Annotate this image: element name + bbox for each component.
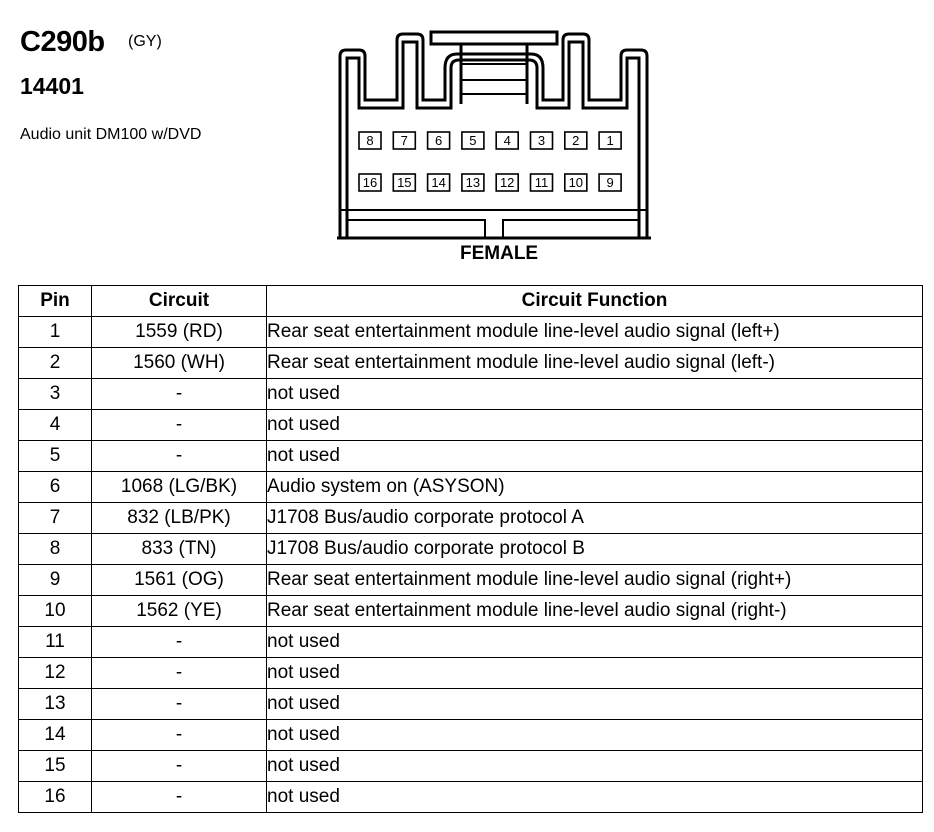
- table-row: [19, 379, 923, 410]
- pin-cavity-number: 15: [397, 175, 412, 190]
- function-cell: Rear seat entertainment module line-level audio signal (left-): [267, 348, 923, 379]
- pin-cavity-number: 16: [362, 175, 378, 190]
- table-row: [19, 441, 923, 472]
- circuit-cell: 832 (LB/PK): [92, 503, 267, 534]
- pin-cavity-number: 1: [606, 133, 614, 148]
- pinout-table: [18, 285, 923, 813]
- connector-code-title: C290b: [20, 26, 105, 58]
- table-row: [19, 782, 923, 813]
- function-cell: Audio system on (ASYSON): [267, 472, 923, 503]
- table-row: [19, 565, 923, 596]
- circuit-column-header: Circuit: [92, 286, 267, 317]
- pin-cell: 10: [19, 596, 92, 627]
- circuit-cell: -: [92, 410, 267, 441]
- pin-cavity-number: 11: [534, 175, 549, 190]
- table-header-row: [19, 286, 923, 317]
- table-row: [19, 472, 923, 503]
- pin-column-header: Pin: [19, 286, 92, 317]
- pin-cell: 4: [19, 410, 92, 441]
- pin-cavity-number: 6: [434, 133, 443, 148]
- pin-cell: 7: [19, 503, 92, 534]
- table-row: [19, 689, 923, 720]
- circuit-cell: 1560 (WH): [92, 348, 267, 379]
- function-cell: Rear seat entertainment module line-level audio signal (left+): [267, 317, 923, 348]
- pin-cavity-number: 4: [503, 133, 511, 148]
- pin-cavity-number: 13: [465, 175, 481, 190]
- function-cell: not used: [267, 627, 923, 658]
- table-row: [19, 348, 923, 379]
- function-cell: J1708 Bus/audio corporate protocol A: [267, 503, 923, 534]
- pin-cell: 9: [19, 565, 92, 596]
- connector-diagram: [335, 28, 653, 246]
- circuit-cell: -: [92, 689, 267, 720]
- function-cell: not used: [267, 658, 923, 689]
- circuit-cell: -: [92, 627, 267, 658]
- pin-cell: 14: [19, 720, 92, 751]
- circuit-cell: -: [92, 658, 267, 689]
- connector-color-code: (GY): [128, 33, 162, 50]
- table-row: [19, 317, 923, 348]
- table-row: [19, 410, 923, 441]
- pin-cavity-number: 7: [400, 133, 408, 148]
- function-column-header: Circuit Function: [267, 286, 923, 317]
- function-cell: Rear seat entertainment module line-level audio signal (right-): [267, 596, 923, 627]
- function-cell: not used: [267, 689, 923, 720]
- circuit-cell: -: [92, 751, 267, 782]
- function-cell: not used: [267, 782, 923, 813]
- circuit-cell: 833 (TN): [92, 534, 267, 565]
- circuit-cell: -: [92, 441, 267, 472]
- pin-cavity-number: 9: [606, 175, 614, 190]
- circuit-cell: 1559 (RD): [92, 317, 267, 348]
- pin-cavity-number: 14: [431, 175, 446, 190]
- pin-cavity-number: 2: [572, 133, 580, 148]
- pin-cell: 16: [19, 782, 92, 813]
- table-row: [19, 720, 923, 751]
- table-row: [19, 534, 923, 565]
- pin-cell: 2: [19, 348, 92, 379]
- pin-cavity-number: 10: [568, 175, 584, 190]
- circuit-cell: 1562 (YE): [92, 596, 267, 627]
- table-row: [19, 627, 923, 658]
- pin-cavity-number: 12: [499, 175, 515, 190]
- pin-cavity-number: 3: [537, 133, 546, 148]
- pin-cell: 15: [19, 751, 92, 782]
- table-row: [19, 503, 923, 534]
- circuit-cell: -: [92, 720, 267, 751]
- table-row: [19, 596, 923, 627]
- table-row: [19, 751, 923, 782]
- gender-label: FEMALE: [460, 243, 539, 264]
- pin-cavity-row-top: [359, 132, 621, 149]
- circuit-cell: -: [92, 782, 267, 813]
- pin-cavity-row-bottom: [359, 174, 621, 191]
- circuit-cell: -: [92, 379, 267, 410]
- pin-cell: 5: [19, 441, 92, 472]
- function-cell: not used: [267, 379, 923, 410]
- connector-description: Audio unit DM100 w/DVD: [20, 126, 202, 143]
- function-cell: not used: [267, 410, 923, 441]
- pin-cell: 1: [19, 317, 92, 348]
- pin-cell: 3: [19, 379, 92, 410]
- pin-cavity-number: 5: [469, 133, 477, 148]
- function-cell: not used: [267, 441, 923, 472]
- pin-cell: 13: [19, 689, 92, 720]
- circuit-cell: 1561 (OG): [92, 565, 267, 596]
- pin-cell: 6: [19, 472, 92, 503]
- pin-cell: 11: [19, 627, 92, 658]
- pin-cell: 8: [19, 534, 92, 565]
- function-cell: J1708 Bus/audio corporate protocol B: [267, 534, 923, 565]
- function-cell: not used: [267, 751, 923, 782]
- table-row: [19, 658, 923, 689]
- function-cell: Rear seat entertainment module line-level audio signal (right+): [267, 565, 923, 596]
- pin-cell: 12: [19, 658, 92, 689]
- pin-cavity-number: 8: [366, 133, 374, 148]
- circuit-cell: 1068 (LG/BK): [92, 472, 267, 503]
- part-number: 14401: [20, 73, 84, 99]
- function-cell: not used: [267, 720, 923, 751]
